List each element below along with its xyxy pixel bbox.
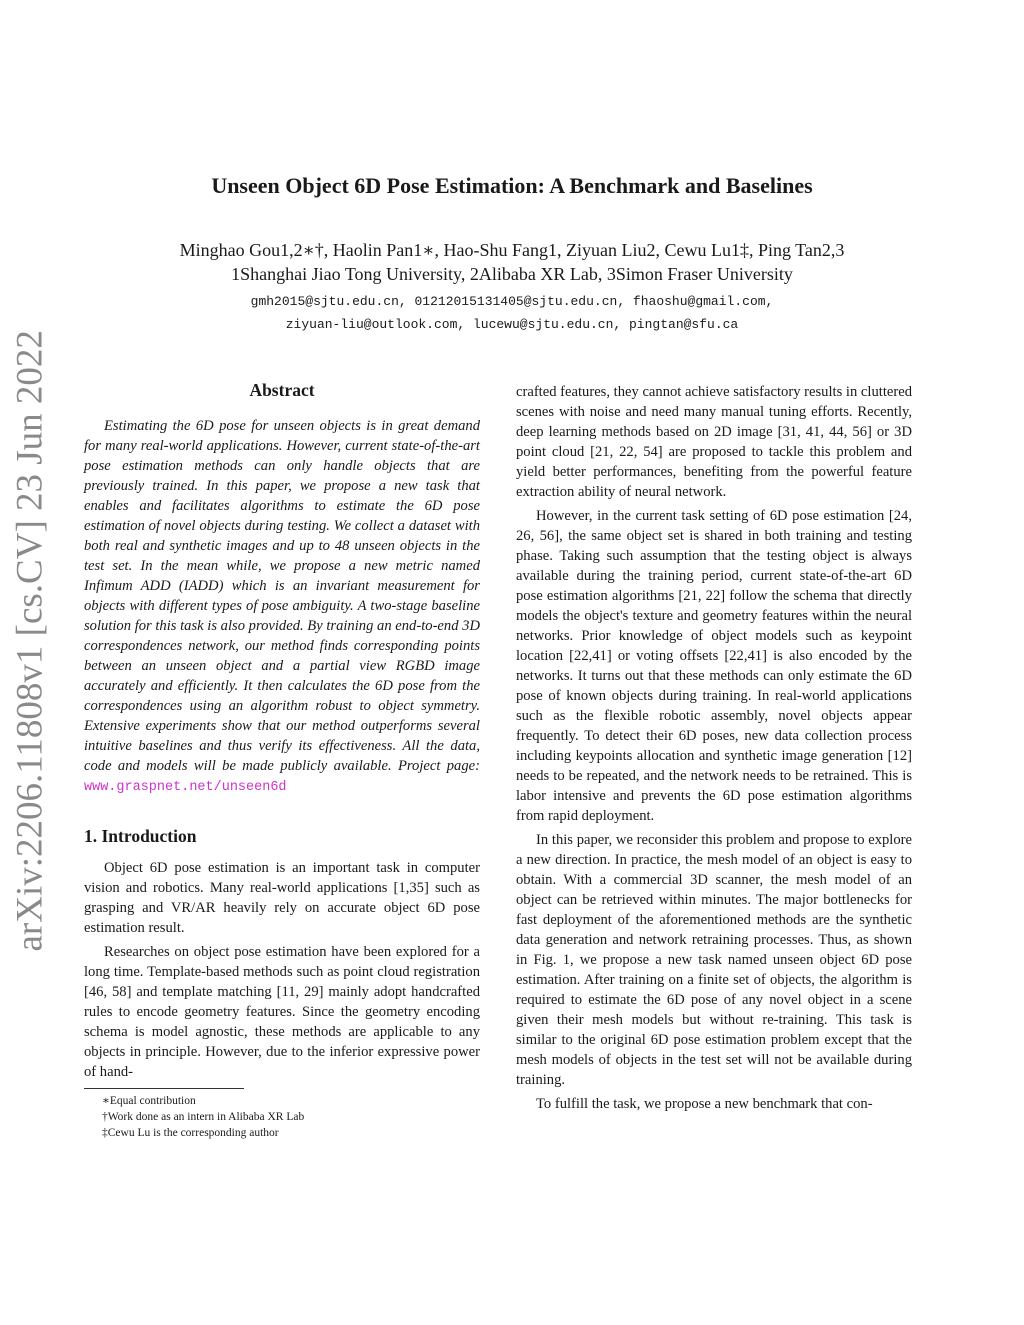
intro-paragraph-1: Object 6D pose estimation is an important task in computer vision and robotics. Many real-world applications [1,35] such as grasping and VR/AR heavily rely on accurate object 6D pose estimation result. [84, 860, 480, 936]
email-line-1: gmh2015@sjtu.edu.cn, 01212015131405@sjtu.edu.cn, fhaoshu@gmail.com, [250, 294, 774, 309]
left-column [84, 380, 480, 1141]
abstract-heading: Abstract [249, 380, 315, 400]
footnote-2: †Work done as an intern in Alibaba XR Lab [102, 1111, 305, 1123]
arxiv-identifier: arXiv:2206.11808v1 [cs.CV] 23 Jun 2022 [9, 330, 51, 952]
paper-title: Unseen Object 6D Pose Estimation: A Benchmark and Baselines [211, 173, 813, 198]
footnote-3: ‡Cewu Lu is the corresponding author [102, 1127, 279, 1139]
right-paragraph-4: To fulfill the task, we propose a new benchmark that con- [536, 1096, 873, 1112]
right-column [516, 382, 912, 1118]
intro-heading: 1. Introduction [84, 826, 197, 846]
footnote-1: ∗Equal contribution [102, 1095, 196, 1107]
right-paragraph-1: crafted features, they cannot achieve satisfactory results in cluttered scenes with noise and need many manual tuning efforts. Recently, deep learning methods based on 2D image [31, 41, 44, 56] or 3D point cloud [21, 22, 54] are proposed to tackle this problem and yield better performances, benefiting from the powerful feature extraction ability of neural network. [516, 384, 912, 500]
author-list: Minghao Gou1,2∗†, Haolin Pan1∗, Hao-Shu Fang1, Ziyuan Liu2, Cewu Lu1‡, Ping Tan2,3 [179, 240, 845, 260]
footnote-rule [84, 1088, 244, 1089]
intro-paragraph-2: Researches on object pose estimation have been explored for a long time. Template-based methods such as point cloud registration [46, 58] and template matching [11, 29] mainly adopt handcrafted rules to encode geometry features. Since the geometry encoding schema is model agnostic, these methods are applicable to any objects in principle. However, due to the inferior expressive power of hand- [84, 944, 480, 1080]
right-paragraph-2: However, in the current task setting of 6D pose estimation [24, 26, 56], the same object set is shared in both training and testing phase. Taking such assumption that the testing object is always available during the training period, current state-of-the-art 6D pose estimation algorithms [21, 22] follow the schema that directly models the object's texture and geometry features within the neural networks. Prior knowledge of object models such as keypoint location [22,41] or voting offsets [22,41] is also encoded by the networks. It turns out that these methods can only estimate the 6D pose of known objects during training. In real-world applications such as the flexible robotic assembly, novel objects appear frequently. To detect their 6D poses, new data collection process including keypoints allocation and synthetic image generation [12] needs to be repeated, and the network needs to be retrained. This is labor intensive and prevents the 6D pose estimation algorithms from rapid deployment. [516, 508, 912, 824]
affiliations: 1Shanghai Jiao Tong University, 2Alibaba XR Lab, 3Simon Fraser University [231, 264, 793, 284]
project-link[interactable]: www.graspnet.net/unseen6d [84, 780, 287, 795]
abstract-text [84, 416, 480, 798]
email-line-2: ziyuan-liu@outlook.com, lucewu@sjtu.edu.cn, pingtan@sfu.ca [285, 317, 739, 332]
abstract-body: Estimating the 6D pose for unseen objects is in great demand for many real-world applications. However, current state-of-the-art pose estimation methods can only handle objects that are previously trained. In this paper, we propose a new task that enables and facilitates algorithms to estimate the 6D pose estimation of novel objects during testing. We collect a dataset with both real and synthetic images and up to 48 unseen objects in the test set. In the mean while, we propose a new metric named Infimum ADD (IADD) which is an invariant measurement for objects with different types of pose ambiguity. A two-stage baseline solution for this task is also provided. By training an end-to-end 3D correspondences network, our method finds corresponding points between an unseen object and a partial view RGBD image accurately and efficiently. It then calculates the 6D pose from the correspondences using an algorithm robust to object symmetry. Extensive experiments show that our method outperforms several intuitive baselines and thus verify its effectiveness. All the data, code and models will be made publicly available. Project page: [84, 418, 480, 774]
right-paragraph-3: In this paper, we reconsider this problem and propose to explore a new direction. In practice, the mesh model of an object is easy to obtain. With a commercial 3D scanner, the mesh model of an object can be retrieved within minutes. The major bottlenecks for fast deployment of the aforementioned methods are the synthetic data generation and network retraining processes. Thus, as shown in Fig. 1, we propose a new task named unseen object 6D pose estimation. After training on a finite set of objects, the algorithm is required to estimate the 6D pose of any novel object in a scene given their mesh models but without re-training. This task is similar to the original 6D pose estimation problem except that the mesh models of objects in the test set will not be available during training. [516, 832, 912, 1088]
